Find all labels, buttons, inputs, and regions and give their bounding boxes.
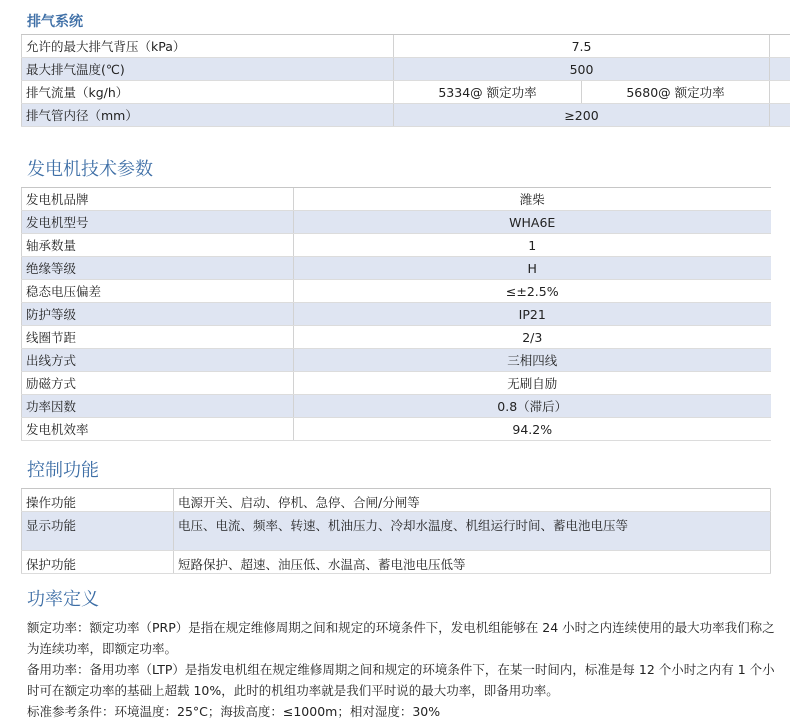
row-label: 稳态电压偏差 bbox=[22, 280, 294, 303]
power-definition-text bbox=[27, 617, 782, 722]
generator-section-title: 发电机技术参数 bbox=[27, 159, 153, 180]
row-label: 最大排气温度(℃) bbox=[22, 58, 394, 81]
table-row bbox=[22, 512, 771, 551]
row-value: 2/3 bbox=[294, 326, 771, 349]
row-value-a: 5334@ 额定功率 bbox=[394, 81, 582, 104]
row-label: 发电机品牌 bbox=[22, 188, 294, 211]
row-value: 电压、电流、频率、转速、机油压力、冷却水温度、机组运行时间、蓄电池电压等 bbox=[174, 512, 771, 551]
reference-conditions-paragraph: 标准参考条件：环境温度：25°C；海拔高度：≤1000m；相对湿度：30% bbox=[27, 704, 441, 719]
row-label: 发电机效率 bbox=[22, 418, 294, 441]
row-label: 允许的最大排气背压（kPa） bbox=[22, 35, 394, 58]
row-label: 显示功能 bbox=[22, 512, 174, 551]
control-table bbox=[21, 488, 771, 574]
row-value: ≥200 bbox=[394, 104, 770, 127]
row-value: IP21 bbox=[294, 303, 771, 326]
row-value: 三相四线 bbox=[294, 349, 771, 372]
row-value: 无刷自励 bbox=[294, 372, 771, 395]
row-label: 排气管内径（mm） bbox=[22, 104, 394, 127]
power-definition-title: 功率定义 bbox=[27, 589, 99, 610]
row-value: 潍柴 bbox=[294, 188, 771, 211]
table-row bbox=[22, 234, 771, 257]
row-label: 线圈节距 bbox=[22, 326, 294, 349]
row-label: 保护功能 bbox=[22, 551, 174, 574]
table-row bbox=[22, 257, 771, 280]
row-value: 1 bbox=[294, 234, 771, 257]
row-label: 励磁方式 bbox=[22, 372, 294, 395]
control-section-title: 控制功能 bbox=[27, 460, 99, 481]
row-value: H bbox=[294, 257, 771, 280]
table-row bbox=[22, 280, 771, 303]
table-row bbox=[22, 395, 771, 418]
table-row bbox=[22, 58, 790, 81]
exhaust-table bbox=[21, 34, 790, 127]
table-row bbox=[22, 551, 771, 574]
row-value: 500 bbox=[394, 58, 770, 81]
row-label: 绝缘等级 bbox=[22, 257, 294, 280]
row-value: ≤±2.5% bbox=[294, 280, 771, 303]
row-value: 7.5 bbox=[394, 35, 770, 58]
table-row bbox=[22, 211, 771, 234]
table-row bbox=[22, 489, 771, 512]
table-row bbox=[22, 81, 790, 104]
generator-table bbox=[21, 187, 771, 441]
row-label: 排气流量（kg/h） bbox=[22, 81, 394, 104]
row-value: 94.2% bbox=[294, 418, 771, 441]
row-value: WHA6E bbox=[294, 211, 771, 234]
exhaust-section-title: 排气系统 bbox=[27, 14, 83, 30]
table-row bbox=[22, 188, 771, 211]
row-value: 短路保护、超速、油压低、水温高、蓄电池电压低等 bbox=[174, 551, 771, 574]
table-row bbox=[22, 349, 771, 372]
row-label: 轴承数量 bbox=[22, 234, 294, 257]
row-label: 发电机型号 bbox=[22, 211, 294, 234]
row-label: 防护等级 bbox=[22, 303, 294, 326]
row-label: 功率因数 bbox=[22, 395, 294, 418]
table-row bbox=[22, 104, 790, 127]
standby-power-paragraph: 备用功率：备用功率（LTP）是指发电机组在规定维修周期之间和规定的环境条件下，在某一时间内，标准是每 12 个小时之内有 1 个小时可在额定功率的基础上超载 10%，此时的机组功率就是我们平时说的最大功率，即备用功率。 bbox=[27, 662, 775, 698]
table-row bbox=[22, 326, 771, 349]
table-row bbox=[22, 372, 771, 395]
row-value: 电源开关、启动、停机、急停、合闸/分闸等 bbox=[174, 489, 771, 512]
rated-power-paragraph: 额定功率：额定功率（PRP）是指在规定维修周期之间和规定的环境条件下，发电机组能够在 24 小时之内连续使用的最大功率我们称之为连续功率，即额定功率。 bbox=[27, 620, 775, 656]
table-row bbox=[22, 303, 771, 326]
table-row bbox=[22, 35, 790, 58]
row-label: 操作功能 bbox=[22, 489, 174, 512]
table-row bbox=[22, 418, 771, 441]
row-label: 出线方式 bbox=[22, 349, 294, 372]
row-value-b: 5680@ 额定功率 bbox=[582, 81, 770, 104]
row-value: 0.8（滞后） bbox=[294, 395, 771, 418]
